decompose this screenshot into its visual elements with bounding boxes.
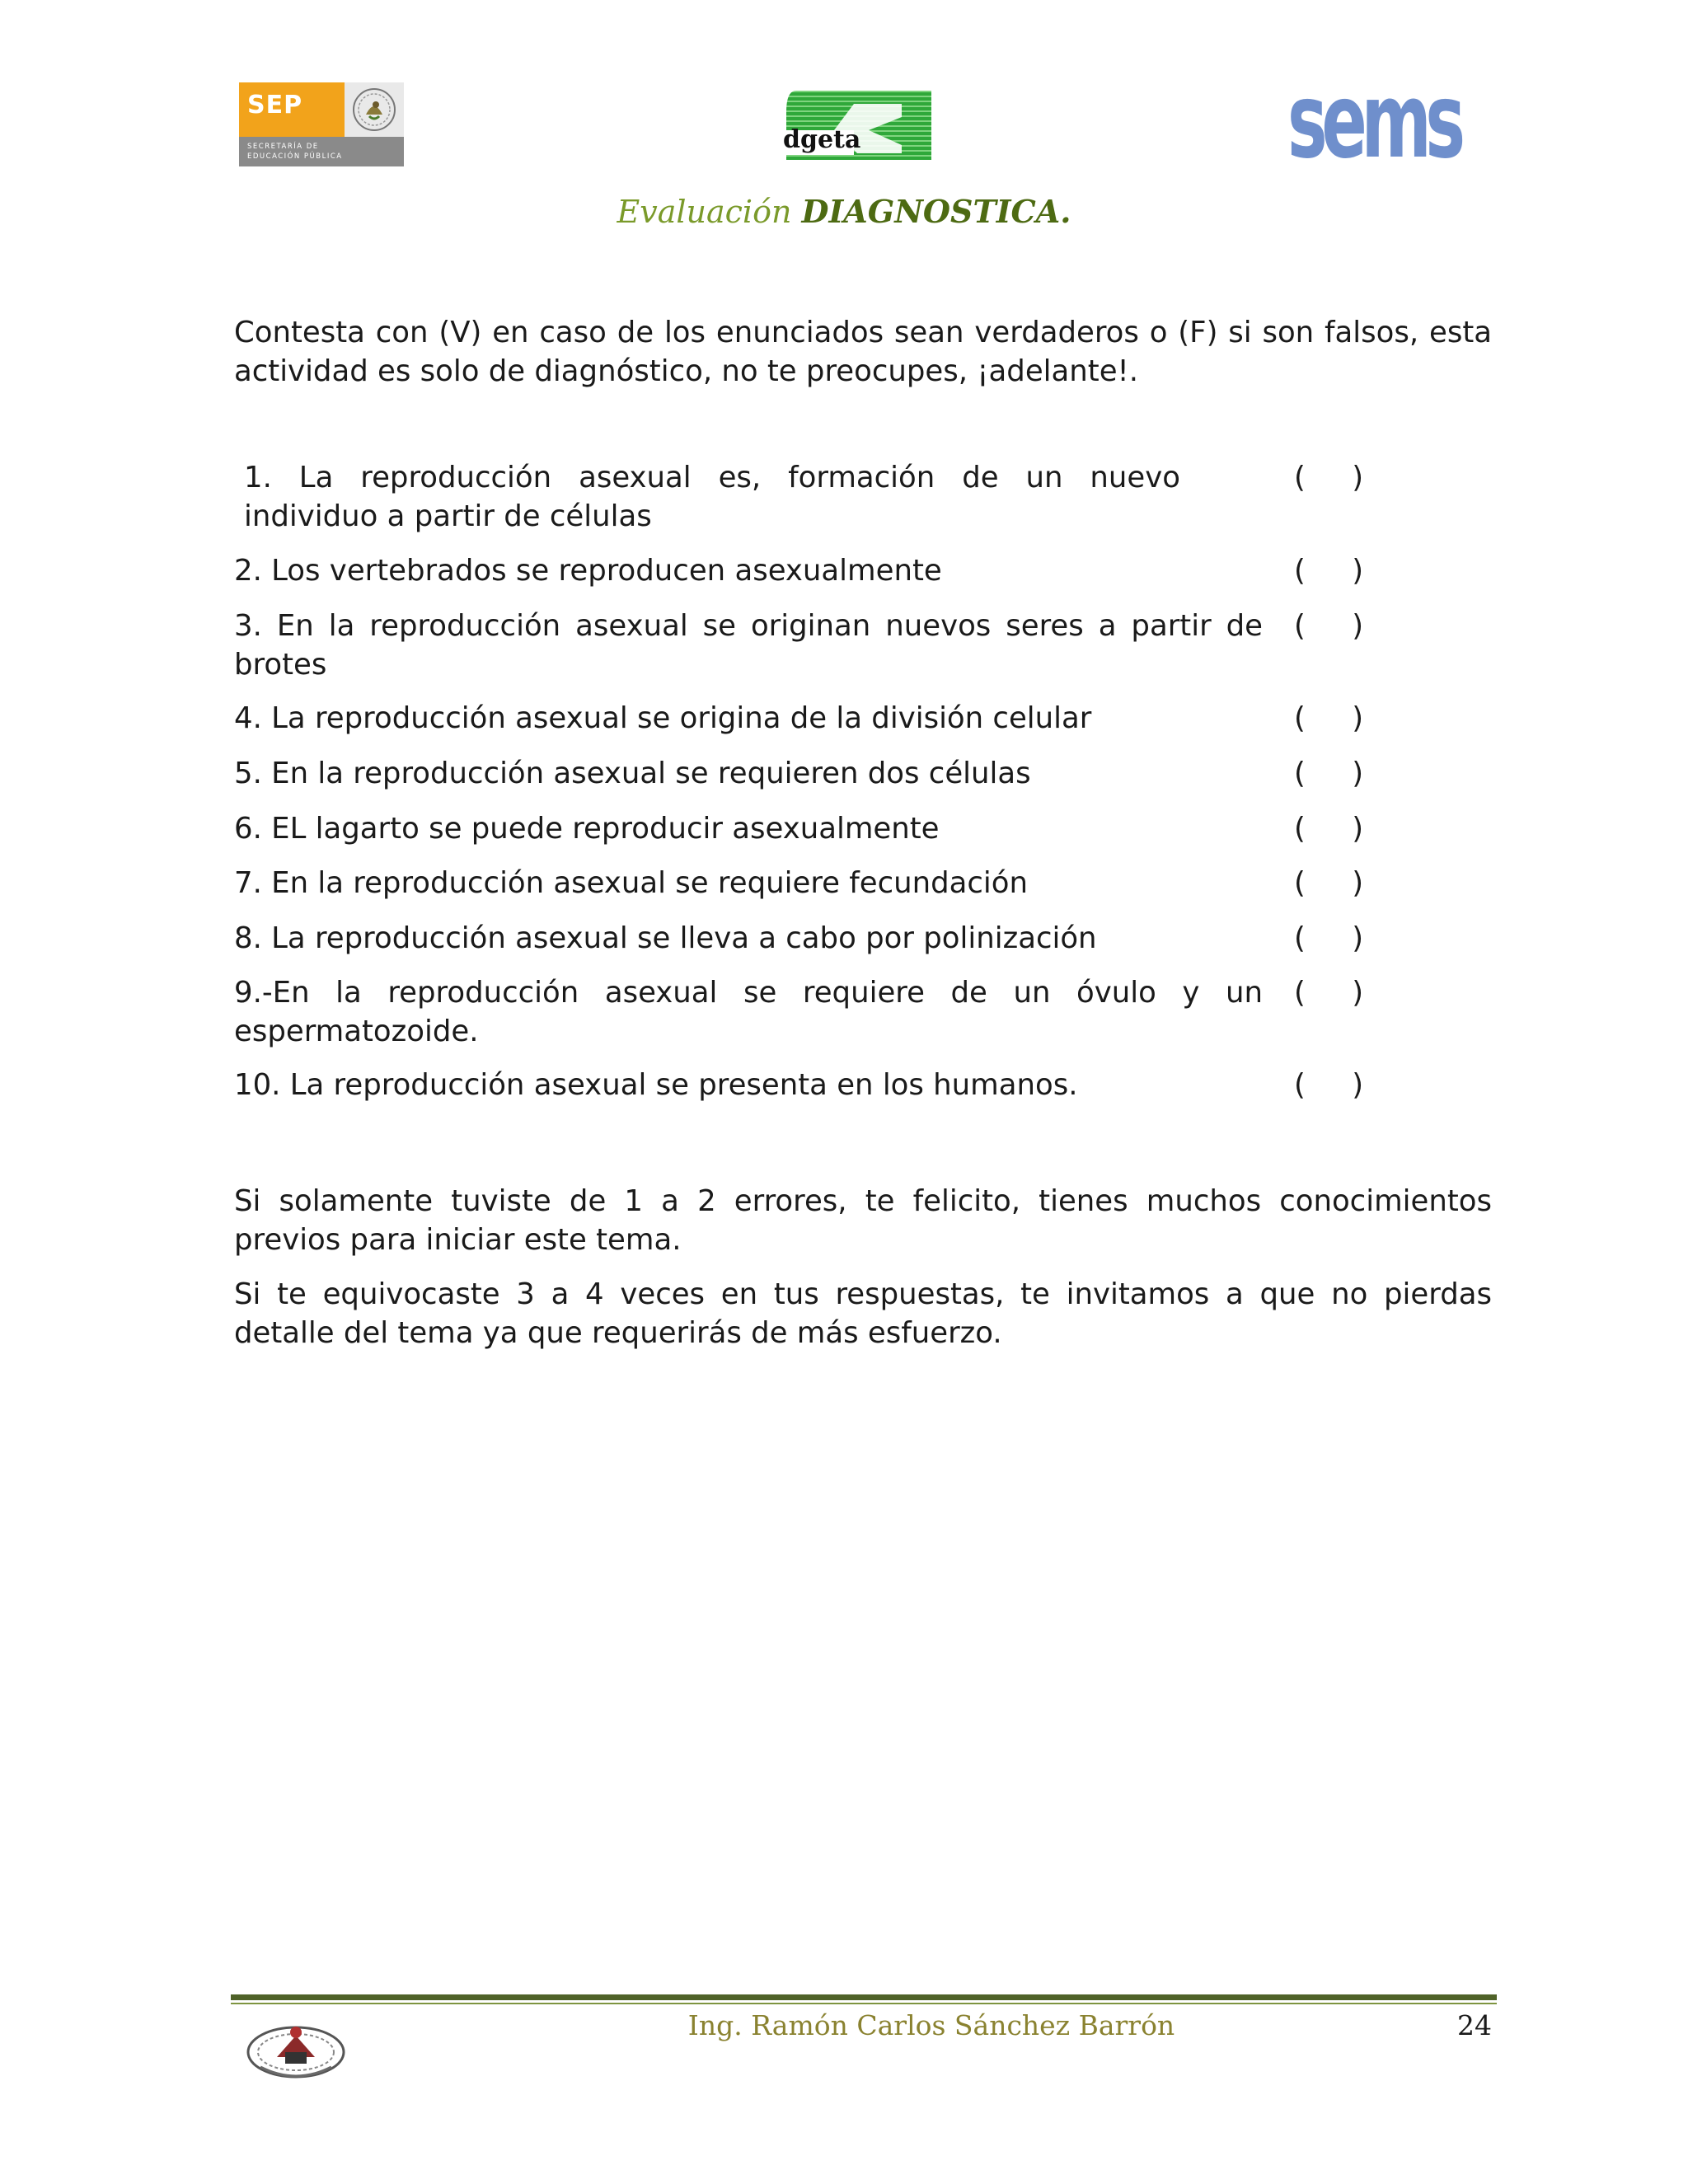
answer-blank[interactable]: ( ) bbox=[1294, 812, 1364, 846]
page-title bbox=[0, 193, 1688, 230]
footer-author: Ing. Ramón Carlos Sánchez Barrón bbox=[687, 2009, 1175, 2041]
question-text: 10. La reproducción asexual se presenta en los humanos. bbox=[234, 1068, 1078, 1102]
result-paragraph-improve: Si te equivocaste 3 a 4 veces en tus respuestas, te invitamos a que no pierdas detalle del tema ya que requerirás de más esfuerzo. bbox=[234, 1277, 1492, 1350]
page-number: 24 bbox=[1457, 2009, 1492, 2041]
answer-blank[interactable]: ( ) bbox=[1294, 701, 1364, 735]
footer-divider-thin bbox=[231, 2003, 1497, 2004]
question-text: 6. EL lagarto se puede reproducir asexualmente bbox=[234, 812, 940, 846]
sep-logo-caption: SECRETARÍA DE EDUCACIÓN PÚBLICA bbox=[239, 137, 404, 166]
footer-divider bbox=[231, 1994, 1497, 2000]
answer-blank[interactable]: ( ) bbox=[1294, 866, 1364, 900]
question-text: 8. La reproducción asexual se lleva a cabo por polinización bbox=[234, 921, 1097, 955]
sep-logo-abbr: SEP bbox=[239, 82, 345, 137]
answer-blank[interactable]: ( ) bbox=[1294, 609, 1364, 643]
answer-blank[interactable]: ( ) bbox=[1294, 921, 1364, 955]
sems-logo: sems bbox=[1287, 60, 1460, 181]
question-text: 4. La reproducción asexual se origina de la división celular bbox=[234, 701, 1092, 735]
page-title-part1: Evaluación bbox=[617, 194, 792, 230]
question-text: 3. En la reproducción asexual se originan nuevos seres a partir de brotes bbox=[234, 609, 1263, 682]
result-paragraph-good: Si solamente tuviste de 1 a 2 errores, te felicito, tienes muchos conocimientos previos para iniciar este tema. bbox=[234, 1184, 1492, 1257]
answer-blank[interactable]: ( ) bbox=[1294, 1068, 1364, 1102]
mexico-seal-icon bbox=[345, 82, 404, 137]
answer-blank[interactable]: ( ) bbox=[1294, 554, 1364, 588]
answer-blank[interactable]: ( ) bbox=[1294, 461, 1364, 494]
question-text: 9.-En la reproducción asexual se requiere de un óvulo y un espermatozoide. bbox=[234, 976, 1263, 1048]
question-text: 5. En la reproducción asexual se requieren dos células bbox=[234, 757, 1031, 790]
instructions-paragraph: Contesta con (V) en caso de los enunciados sean verdaderos o (F) si son falsos, esta actividad es solo de diagnóstico, no te preocupes, ¡adelante!. bbox=[234, 316, 1492, 388]
answer-blank[interactable]: ( ) bbox=[1294, 757, 1364, 790]
question-text: 7. En la reproducción asexual se requiere fecundación bbox=[234, 866, 1029, 900]
dgeta-logo-text: dgeta bbox=[783, 125, 861, 154]
question-text: 2. Los vertebrados se reproducen asexualmente bbox=[234, 554, 942, 588]
page-title-part2: DIAGNOSTICA. bbox=[801, 193, 1071, 230]
dgeta-logo bbox=[778, 87, 931, 163]
answer-blank[interactable]: ( ) bbox=[1294, 976, 1364, 1010]
question-text: 1. La reproducción asexual es, formación de un nuevo individuo a partir de células bbox=[244, 461, 1180, 533]
sep-logo bbox=[239, 82, 404, 166]
